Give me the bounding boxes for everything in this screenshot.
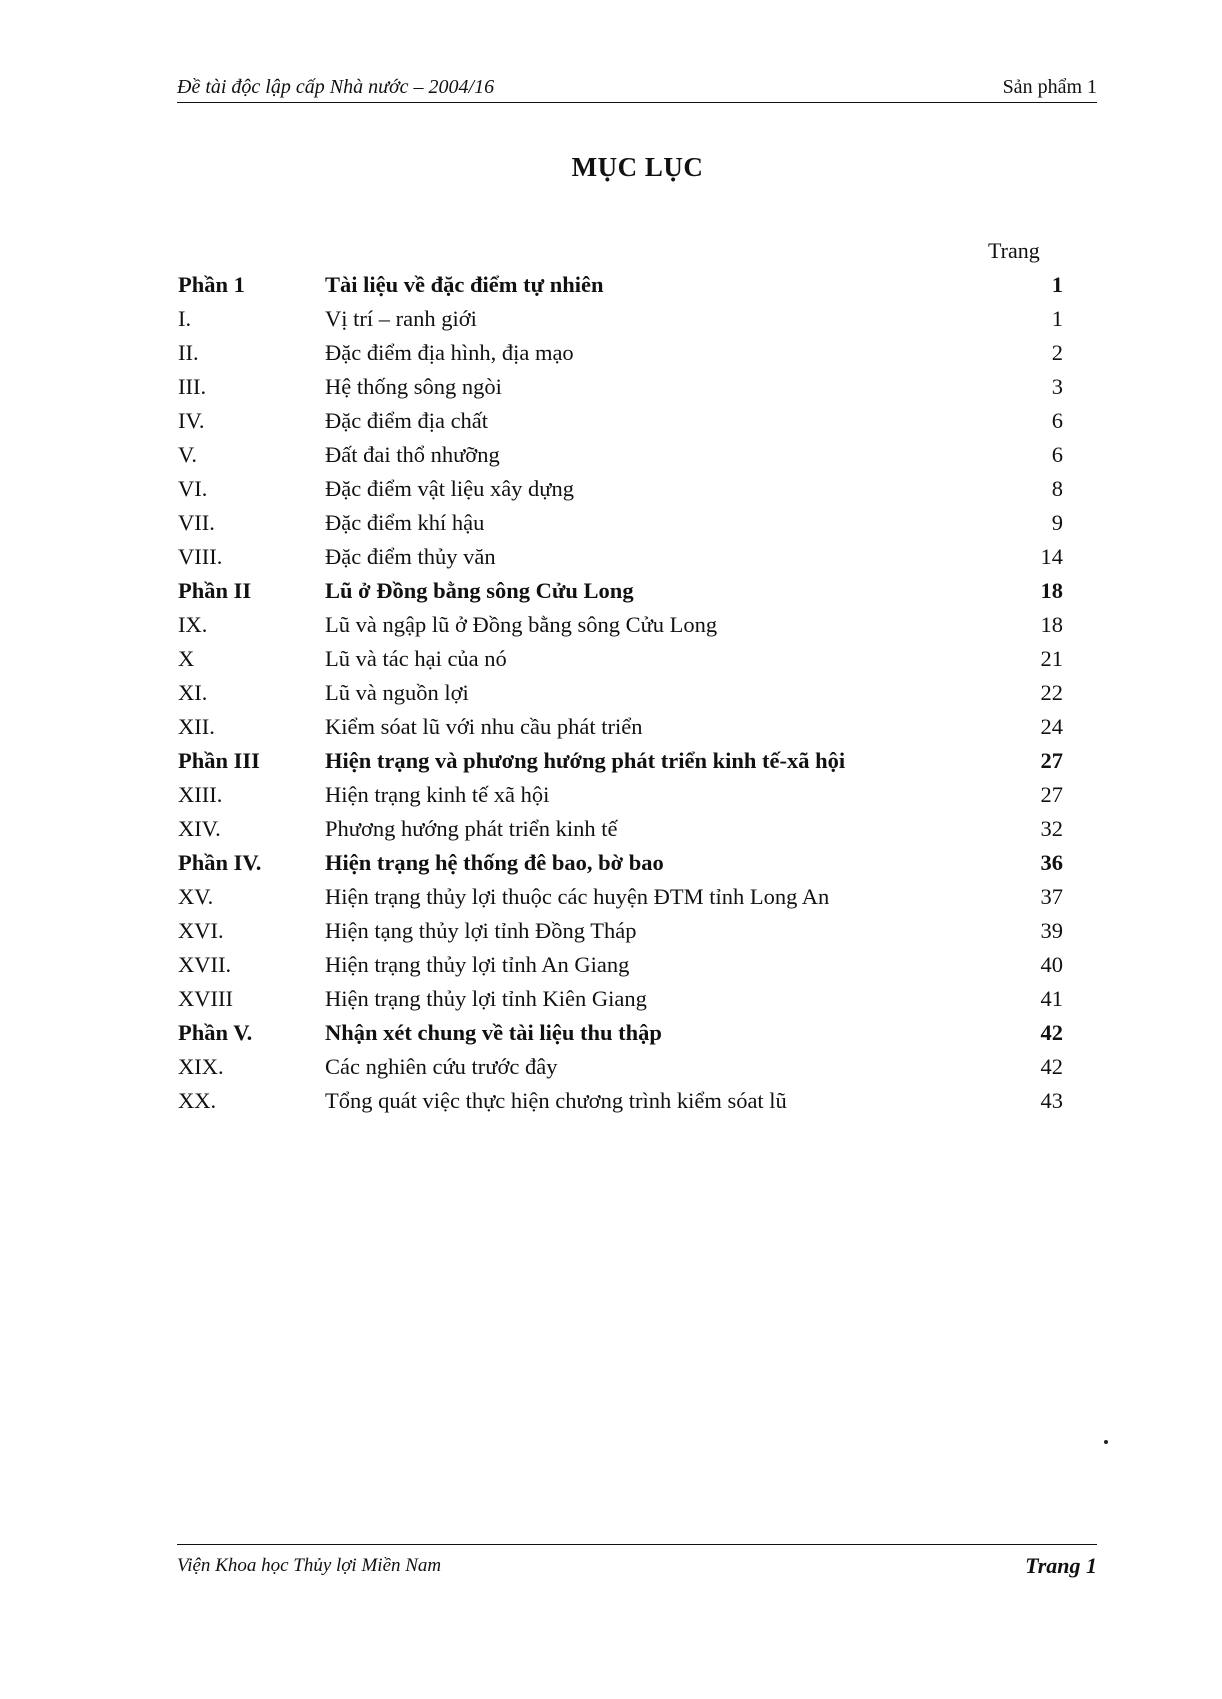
toc-entry-page: 40 [1040, 952, 1063, 977]
toc-entry-number: Phần V. [178, 1020, 253, 1045]
toc-entry-number: XX. [178, 1088, 217, 1113]
toc-entry-page: 43 [1040, 1088, 1063, 1113]
toc-entry-page: 42 [1040, 1020, 1063, 1045]
toc-entry-row [178, 778, 1063, 812]
toc-entry-row [178, 880, 1063, 914]
toc-entry-row [178, 812, 1063, 846]
toc-entry-number: XVII. [178, 952, 232, 977]
toc-entry-number: V. [178, 442, 197, 467]
toc-part-row [178, 744, 1063, 778]
toc-entry-row [178, 676, 1063, 710]
toc-entry-row [178, 982, 1063, 1016]
toc-entry-number: VIII. [178, 544, 223, 569]
toc-entry-page: 27 [1040, 782, 1063, 807]
toc-entry-page: 6 [1051, 442, 1063, 467]
toc-part-row [178, 846, 1063, 880]
toc-entry-page: 14 [1040, 544, 1063, 569]
toc-entry-number: X [178, 646, 195, 671]
toc-entry-row [178, 506, 1063, 540]
toc-entry-page: 24 [1040, 714, 1063, 739]
toc-entry-title: Đặc điểm vật liệu xây dựng [325, 476, 574, 501]
toc-entry-page: 6 [1051, 408, 1063, 433]
toc-entry-title: Lũ và nguồn lợi [325, 680, 469, 705]
toc-entry-row [178, 1050, 1063, 1084]
toc-entry-title: Hiện trạng hệ thống đê bao, bờ bao [325, 850, 664, 875]
toc-entry-number: XIV. [178, 816, 221, 841]
toc-entry-page: 8 [1051, 476, 1063, 501]
toc-entry-page: 18 [1040, 578, 1063, 603]
toc-entry-page: 2 [1051, 340, 1063, 365]
toc-entry-row [178, 710, 1063, 744]
toc-entry-row [178, 336, 1063, 370]
toc-entry-title: Đặc điểm thủy văn [325, 544, 496, 569]
toc-entry-number: XII. [178, 714, 215, 739]
toc-entry-title: Lũ ở Đồng bằng sông Cửu Long [325, 578, 634, 603]
toc-entry-row [178, 608, 1063, 642]
scan-speck [1104, 1440, 1108, 1444]
page-title: MỤC LỤC [571, 152, 704, 182]
toc-entry-page: 42 [1040, 1054, 1063, 1079]
toc-entry-row [178, 1084, 1063, 1118]
toc-entry-page: 21 [1040, 646, 1063, 671]
toc-entry-page: 1 [1051, 272, 1063, 297]
toc-entry-title: Lũ và tác hại của nó [325, 646, 507, 671]
toc-entry-row [178, 642, 1063, 676]
toc-entry-row [178, 370, 1063, 404]
running-footer [177, 1544, 1097, 1585]
toc-entry-number: Phần 1 [178, 272, 245, 297]
toc-entry-row [178, 438, 1063, 472]
toc-entry-row [178, 540, 1063, 574]
toc-entry-page: 3 [1051, 374, 1063, 399]
toc-entry-page: 1 [1051, 306, 1063, 331]
toc-entry-page: 36 [1040, 850, 1063, 875]
toc-entry-row [178, 472, 1063, 506]
header-product-label: Sản phẩm 1 [1002, 76, 1097, 98]
toc-entry-title: Lũ và ngập lũ ở Đồng bằng sông Cửu Long [325, 612, 718, 637]
toc-entry-number: Phần IV. [178, 850, 262, 875]
toc-entry-page: 27 [1040, 748, 1063, 773]
toc-entry-number: VI. [178, 476, 208, 501]
footer-page-number: Trang 1 [1025, 1553, 1097, 1578]
toc-entry-number: XIII. [178, 782, 223, 807]
toc-entry-title: Tổng quát việc thực hiện chương trình kiểm sóat lũ [325, 1088, 787, 1113]
toc-part-row [178, 574, 1063, 608]
toc-entry-number: IV. [178, 408, 205, 433]
toc-entry-page: 22 [1040, 680, 1063, 705]
toc-entry-page: 37 [1040, 884, 1063, 909]
toc-entry-page: 41 [1040, 986, 1063, 1011]
toc-entry-page: 18 [1040, 612, 1063, 637]
toc-entry-title: Đặc điểm địa chất [325, 408, 489, 433]
toc-entry-number: III. [178, 374, 207, 399]
toc-part-row [178, 1016, 1063, 1050]
toc-entry-page: 39 [1040, 918, 1063, 943]
footer-institute: Viện Khoa học Thủy lợi Miền Nam [177, 1555, 442, 1576]
toc-part-row [178, 268, 1063, 302]
toc-entry-number: XI. [178, 680, 208, 705]
header-project-title: Đề tài độc lập cấp Nhà nước – 2004/16 [177, 76, 495, 98]
toc-entry-title: Đặc điểm khí hậu [325, 510, 485, 535]
toc-entry-title: Đất đai thổ nhưỡng [325, 442, 500, 467]
toc-entry-number: Phần II [178, 578, 252, 603]
toc-entry-number: XVI. [178, 918, 224, 943]
table-of-contents [178, 268, 1063, 1118]
toc-entry-number: II. [178, 340, 199, 365]
toc-entry-title: Vị trí – ranh giới [325, 306, 477, 331]
toc-entry-number: IX. [178, 612, 208, 637]
toc-entry-number: Phần III [178, 748, 260, 773]
toc-entry-title: Hiện trạng thủy lợi tỉnh An Giang [325, 952, 630, 977]
toc-entry-number: I. [178, 306, 192, 331]
toc-entry-title: Hệ thống sông ngòi [325, 374, 502, 399]
page-column-label: Trang [988, 238, 1040, 263]
toc-entry-title: Hiện trạng và phương hướng phát triển kinh tế-xã hội [325, 748, 846, 773]
toc-entry-row [178, 302, 1063, 336]
toc-entry-title: Hiện trạng thủy lợi tỉnh Kiên Giang [325, 986, 647, 1011]
toc-entry-page: 32 [1040, 816, 1063, 841]
toc-entry-title: Hiện trạng thủy lợi thuộc các huyện ĐTM tỉnh Long An [325, 884, 830, 909]
toc-entry-page: 9 [1051, 510, 1063, 535]
toc-entry-row [178, 914, 1063, 948]
toc-entry-number: VII. [178, 510, 215, 535]
toc-entry-title: Các nghiên cứu trước đây [325, 1054, 558, 1079]
toc-entry-number: XIX. [178, 1054, 224, 1079]
toc-entry-title: Phương hướng phát triển kinh tế [325, 816, 618, 841]
toc-entry-title: Hiện trạng kinh tế xã hội [325, 782, 550, 807]
toc-entry-number: XV. [178, 884, 214, 909]
toc-entry-number: XVIII [178, 986, 233, 1011]
toc-entry-title: Tài liệu về đặc điểm tự nhiên [325, 272, 604, 297]
running-header [177, 72, 1097, 103]
toc-entry-row [178, 948, 1063, 982]
toc-entry-title: Nhận xét chung về tài liệu thu thập [325, 1020, 662, 1045]
toc-entry-title: Hiện tạng thủy lợi tỉnh Đồng Tháp [325, 918, 637, 943]
toc-entry-row [178, 404, 1063, 438]
toc-entry-title: Đặc điểm địa hình, địa mạo [325, 340, 574, 365]
toc-entry-title: Kiểm sóat lũ với nhu cầu phát triển [325, 714, 643, 739]
